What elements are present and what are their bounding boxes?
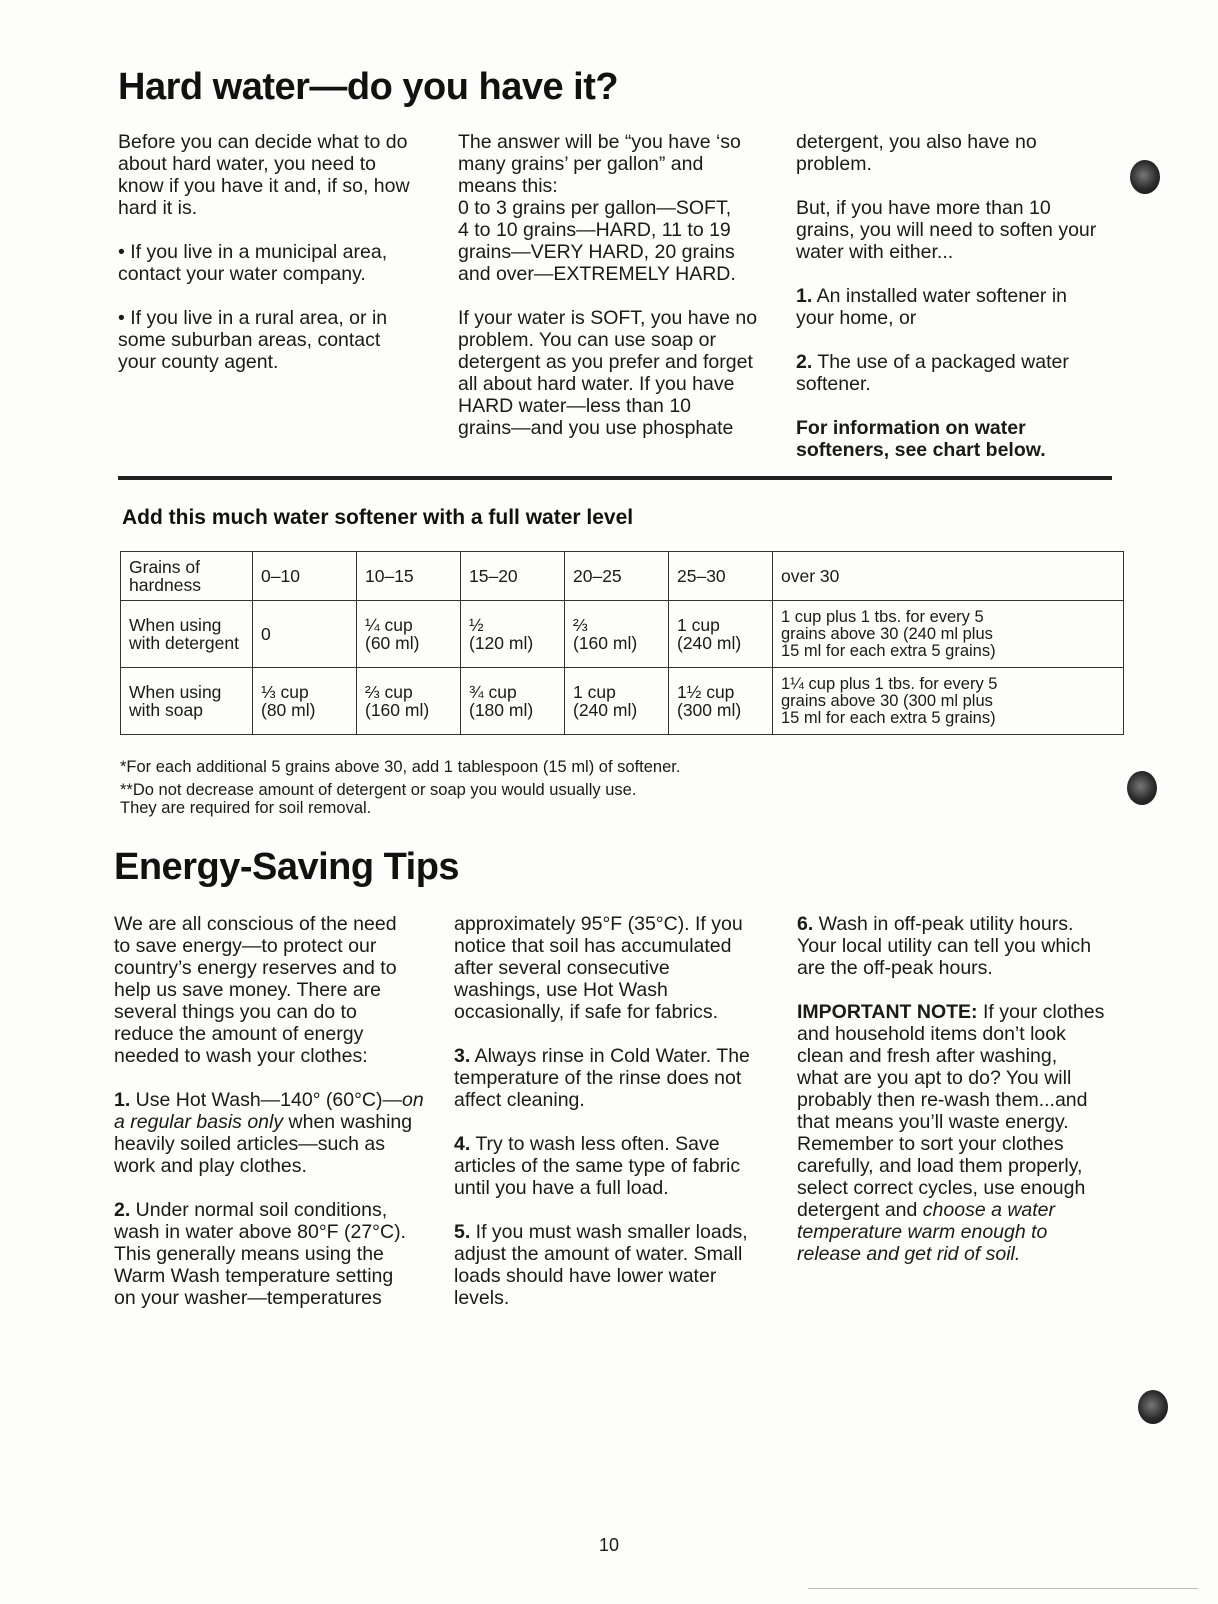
tip-6-text: Wash in off-peak utility hours. Your local utility can tell you which are the off-peak hours. xyxy=(797,913,1092,979)
tip-1-emphasis: on a regular basis only xyxy=(114,1089,424,1133)
option-2-number: 2. xyxy=(796,351,813,373)
tip-5-text: If you must wash smaller loads, adjust the amount of water. Small loads should have lower water levels. xyxy=(454,1221,748,1309)
hard-water-column-1 xyxy=(118,131,448,373)
table-cell: 1½ cup (300 ml) xyxy=(669,668,773,735)
tip-5 xyxy=(454,1221,784,1309)
softener-table xyxy=(120,551,1124,735)
energy-tips-heading: Energy-Saving Tips xyxy=(114,846,460,888)
phosphate-continuation: detergent, you also have no problem. xyxy=(796,131,1037,175)
hard-water-column-2 xyxy=(458,131,788,439)
hard-water-heading: Hard water—do you have it? xyxy=(118,66,619,108)
table-cell: 15–20 xyxy=(461,552,565,601)
tip-6-number: 6. xyxy=(797,913,814,935)
table-cell: ½ (120 ml) xyxy=(461,601,565,668)
binder-hole-bottom xyxy=(1138,1390,1168,1424)
table-cell: over 30 xyxy=(773,552,1124,601)
grains-explanation: The answer will be “you have ‘so many grains’ per gallon” and means this: 0 to 3 grains per gallon—SOFT, 4 to 10 grains—HARD, 11 to 19 grains—VERY HARD, 20 grains and over—EXTREMELY HARD. xyxy=(458,131,741,285)
option-1-text: An installed water softener in your home, or xyxy=(796,285,1067,329)
table-cell: ¼ cup (60 ml) xyxy=(357,601,461,668)
tip-1-number: 1. xyxy=(114,1089,131,1111)
table-cell: 0–10 xyxy=(253,552,357,601)
table-cell: ⅓ cup (80 ml) xyxy=(253,668,357,735)
softener-table-title: Add this much water softener with a full water level xyxy=(122,506,634,529)
important-note-emphasis: choose a water temperature warm enough to release and get rid of soil. xyxy=(797,1199,1056,1265)
table-cell: ¾ cup (180 ml) xyxy=(461,668,565,735)
table-cell: 10–15 xyxy=(357,552,461,601)
tip-2-text: Under normal soil conditions, wash in water above 80°F (27°C). This generally means using the Warm Wash temperature setting on your washer—temperatures xyxy=(114,1199,406,1309)
important-note-label: IMPORTANT NOTE: xyxy=(797,1001,978,1023)
table-row xyxy=(121,601,1124,668)
tip-1-text-end: when washing heavily soiled articles—such as work and play clothes. xyxy=(114,1111,413,1177)
table-cell: 1¼ cup plus 1 tbs. for every 5 grains above 30 (300 ml plus 15 ml for each extra 5 grains) xyxy=(773,668,1124,735)
tip-4-number: 4. xyxy=(454,1133,471,1155)
page-number: 10 xyxy=(598,1535,620,1555)
table-cell: ⅔ cup (160 ml) xyxy=(357,668,461,735)
table-header-row xyxy=(121,552,1124,601)
section-divider xyxy=(118,476,1112,480)
tip-3-number: 3. xyxy=(454,1045,471,1067)
table-cell: 20–25 xyxy=(565,552,669,601)
table-cell: When using with detergent xyxy=(121,601,253,668)
important-note-text: If your clothes and household items don’t look clean and fresh after washing, what are you apt to do? You will probably then re-wash them...and that means you’ll waste energy. Remember to sort your clothes carefully, and load them properly, select correct cycles, use enough detergent and xyxy=(797,1001,1105,1221)
tip-5-number: 5. xyxy=(454,1221,471,1243)
tip-4 xyxy=(454,1133,784,1199)
table-cell: 1 cup plus 1 tbs. for every 5 grains above 30 (240 ml plus 15 ml for each extra 5 grains) xyxy=(773,601,1124,668)
tip-2-continuation: approximately 95°F (35°C). If you notice that soil has accumulated after several consecutive washings, use Hot Wash occasionally, if safe for fabrics. xyxy=(454,913,743,1023)
chart-reference-note: For information on water softeners, see chart below. xyxy=(796,417,1046,461)
tip-2-number: 2. xyxy=(114,1199,131,1221)
energy-intro: We are all conscious of the need to save energy—to protect our country’s energy reserves and to help us save money. There are several things you can do to reduce the amount of energy needed to wash your clothes: xyxy=(114,913,397,1067)
footnote-1: *For each additional 5 grains above 30, add 1 tablespoon (15 ml) of softener. xyxy=(120,758,681,776)
option-2-text: The use of a packaged water softener. xyxy=(796,351,1069,395)
important-note xyxy=(797,1001,1127,1265)
scan-edge-line xyxy=(808,1588,1198,1589)
table-cell: ⅔ (160 ml) xyxy=(565,601,669,668)
tip-6 xyxy=(797,913,1127,979)
tip-4-text: Try to wash less often. Save articles of the same type of fabric until you have a full load. xyxy=(454,1133,741,1199)
hard-water-column-3 xyxy=(796,131,1126,461)
energy-column-1 xyxy=(114,913,444,1309)
binder-hole-top xyxy=(1130,160,1160,194)
soft-water-paragraph: If your water is SOFT, you have no problem. You can use soap or detergent as you prefer and forget all about hard water. If you have HARD water—less than 10 grains—and you use phosphate xyxy=(458,307,758,439)
table-cell: 25–30 xyxy=(669,552,773,601)
rural-tip: • If you live in a rural area, or in some suburban areas, contact your county agent. xyxy=(118,307,388,373)
soften-paragraph: But, if you have more than 10 grains, you will need to soften your water with either... xyxy=(796,197,1097,263)
option-1 xyxy=(796,285,1126,329)
option-1-number: 1. xyxy=(796,285,813,307)
energy-column-2 xyxy=(454,913,784,1309)
tip-1-text: Use Hot Wash—140° (60°C)— xyxy=(130,1089,402,1111)
table-cell: 1 cup (240 ml) xyxy=(565,668,669,735)
hard-water-intro: Before you can decide what to do about hard water, you need to know if you have it and, if so, how hard it is. xyxy=(118,131,410,219)
option-2 xyxy=(796,351,1126,395)
footnote-2: **Do not decrease amount of detergent or soap you would usually use. They are required for soil removal. xyxy=(120,781,637,817)
municipal-tip: • If you live in a municipal area, contact your water company. xyxy=(118,241,388,285)
tip-2 xyxy=(114,1199,444,1309)
energy-column-3 xyxy=(797,913,1127,1265)
table-cell: When using with soap xyxy=(121,668,253,735)
table-cell: Grains of hardness xyxy=(121,552,253,601)
tip-1 xyxy=(114,1089,444,1177)
table-cell: 0 xyxy=(253,601,357,668)
table-cell: 1 cup (240 ml) xyxy=(669,601,773,668)
table-row xyxy=(121,668,1124,735)
tip-3-text: Always rinse in Cold Water. The temperature of the rinse does not affect cleaning. xyxy=(454,1045,750,1111)
tip-3 xyxy=(454,1045,784,1111)
binder-hole-middle xyxy=(1127,771,1157,805)
